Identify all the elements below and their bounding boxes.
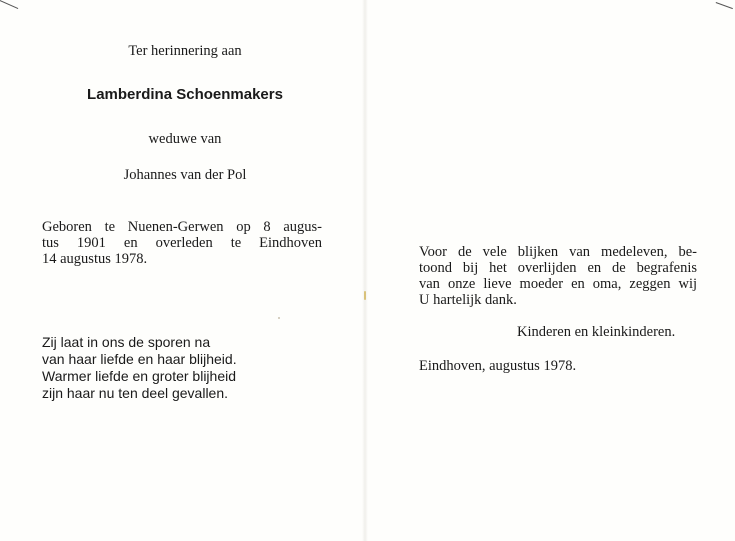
fold-mark	[364, 291, 366, 300]
birth-death-line-3: 14 augustus 1978.	[42, 251, 148, 267]
thanks-line-1: Voor de vele blijken van medeleven, be-	[419, 244, 697, 260]
card-fold	[362, 0, 368, 541]
spouse-name: Johannes van der Pol	[123, 167, 247, 183]
verse-line-4: zijn haar nu ten deel gevallen.	[42, 385, 229, 401]
corner-mark-left	[0, 0, 18, 18]
widow-of-text: weduwe van	[148, 131, 222, 147]
paper-speck	[278, 317, 280, 319]
verse-line-1: Zij laat in ons de sporen na	[42, 334, 211, 350]
verse-line-2: van haar liefde en haar blijheid.	[42, 351, 237, 367]
birth-death-line-2: tus 1901 en overleden te Eindhoven	[42, 235, 322, 251]
birth-death-line-1: Geboren te Nuenen-Gerwen op 8 augus-	[42, 219, 322, 235]
verse-line-3: Warmer liefde en groter blijheid	[42, 368, 237, 384]
thanks-line-2: toond bij het overlijden en de begrafenis	[419, 260, 697, 276]
corner-mark-right	[712, 2, 733, 18]
intro-text: Ter herinnering aan	[128, 43, 242, 59]
thanks-line-4: U hartelijk dank.	[419, 292, 517, 308]
signature-text: Kinderen en kleinkinderen.	[517, 324, 676, 340]
deceased-name: Lamberdina Schoenmakers	[87, 86, 283, 103]
place-date-text: Eindhoven, augustus 1978.	[419, 358, 577, 374]
thanks-line-3: van onze lieve moeder en oma, zeggen wij	[419, 276, 697, 292]
